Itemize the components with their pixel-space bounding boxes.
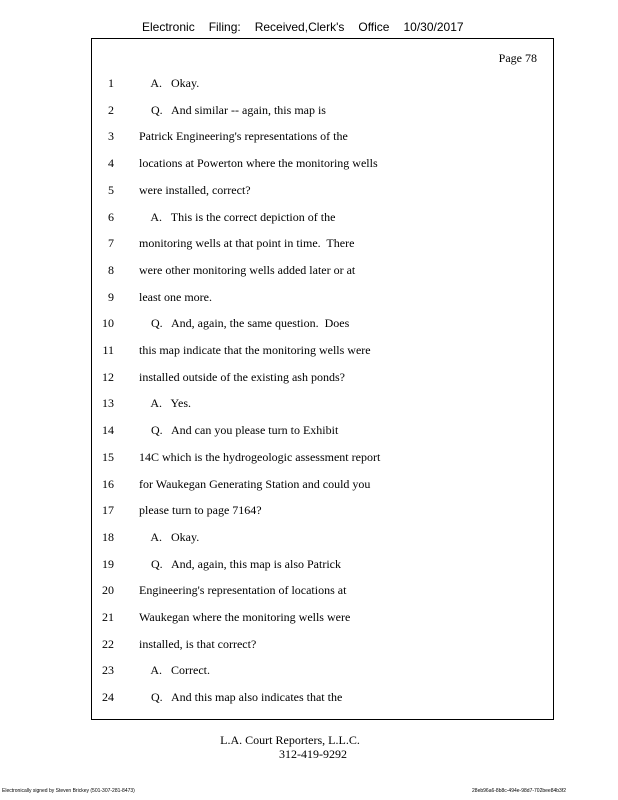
- line-number: 6: [108, 209, 114, 224]
- page-number: Page 78: [498, 51, 537, 65]
- transcript-line: [92, 290, 555, 306]
- transcript-line: [92, 76, 555, 92]
- transcript-line: [92, 637, 555, 653]
- electronic-signature-note: Electronically signed by Steven Brickey (501-307-281-8473): [2, 788, 135, 794]
- transcript-line: [92, 103, 555, 119]
- line-text: A. Correct.: [139, 663, 210, 678]
- line-text: installed outside of the existing ash ponds?: [139, 369, 345, 384]
- line-text: A. Okay.: [139, 529, 200, 544]
- line-number: 23: [102, 663, 114, 678]
- transcript-line: [92, 396, 555, 412]
- filing-word-electronic: Electronic: [142, 20, 195, 34]
- court-reporter-phone: 312-419-9292: [279, 747, 347, 761]
- transcript-line: [92, 503, 555, 519]
- transcript-line: [92, 423, 555, 439]
- transcript-line: [92, 610, 555, 626]
- line-text: were other monitoring wells added later or at: [139, 262, 356, 277]
- line-number: 19: [102, 556, 114, 571]
- transcript-line: [92, 316, 555, 332]
- line-text: Engineering's representation of locations at: [139, 583, 347, 598]
- line-text: Patrick Engineering's representations of the: [139, 129, 348, 144]
- transcript-line: [92, 183, 555, 199]
- line-number: 16: [102, 476, 114, 491]
- line-number: 22: [102, 636, 114, 651]
- document-hash: 28eb96a6-8b8c-494e-98d7-702bee84b3f2: [472, 788, 566, 794]
- transcript-line: [92, 236, 555, 252]
- line-number: 17: [102, 503, 114, 518]
- line-number: 10: [102, 316, 114, 331]
- transcript-line: [92, 557, 555, 573]
- line-number: 4: [108, 156, 114, 171]
- line-text: were installed, correct?: [139, 182, 251, 197]
- line-text: Q. And, again, this map is also Patrick: [139, 556, 341, 571]
- line-text: installed, is that correct?: [139, 636, 257, 651]
- line-text: Waukegan where the monitoring wells were: [139, 610, 351, 624]
- line-text: Q. And, again, the same question. Does: [139, 316, 350, 331]
- transcript-line: [92, 370, 555, 386]
- line-number: 3: [108, 129, 114, 144]
- transcript-line: [92, 156, 555, 172]
- transcript-line: [92, 343, 555, 359]
- filing-word-received: Received,Clerk's: [254, 20, 345, 34]
- line-number: 12: [102, 369, 114, 384]
- line-number: 18: [102, 529, 114, 544]
- line-number: 20: [102, 583, 114, 598]
- filing-word-office: Office: [358, 20, 390, 34]
- line-number: 1: [108, 76, 114, 90]
- filing-word-filing: Filing:: [208, 20, 241, 34]
- line-number: 15: [102, 449, 114, 464]
- line-text: A. This is the correct depiction of the: [139, 209, 336, 224]
- line-text: Q. And can you please turn to Exhibit: [139, 423, 339, 438]
- transcript-frame: [91, 38, 554, 720]
- line-text: please turn to page 7164?: [139, 503, 262, 518]
- line-text: locations at Powerton where the monitoring wells: [139, 156, 378, 171]
- transcript-line: [92, 129, 555, 145]
- line-text: A. Okay.: [139, 76, 200, 90]
- court-reporter-name: L.A. Court Reporters, L.L.C.: [220, 733, 360, 747]
- transcript-line: [92, 450, 555, 466]
- line-number: 7: [108, 236, 114, 251]
- line-text: for Waukegan Generating Station and could you: [139, 476, 371, 491]
- line-text: this map indicate that the monitoring wells were: [139, 343, 371, 357]
- line-text: Q. And this map also indicates that the: [139, 690, 343, 705]
- line-number: 11: [102, 343, 114, 357]
- transcript-line: [92, 477, 555, 493]
- line-number: 2: [108, 102, 114, 117]
- line-number: 8: [108, 262, 114, 277]
- transcript-line: [92, 690, 555, 706]
- transcript-line: [92, 210, 555, 226]
- line-text: Q. And similar -- again, this map is: [139, 102, 326, 117]
- filing-stamp-header: [142, 20, 478, 34]
- line-number: 24: [102, 690, 114, 705]
- line-number: 21: [102, 610, 114, 624]
- line-number: 13: [102, 396, 114, 411]
- line-number: 9: [108, 289, 114, 304]
- line-text: monitoring wells at that point in time. There: [139, 236, 355, 251]
- line-text: 14C which is the hydrogeologic assessment report: [139, 449, 381, 464]
- transcript-line: [92, 663, 555, 679]
- transcript-line: [92, 583, 555, 599]
- line-text: A. Yes.: [139, 396, 192, 411]
- line-number: 14: [102, 423, 114, 438]
- line-text: least one more.: [139, 289, 212, 304]
- transcript-line: [92, 530, 555, 546]
- filing-date: 10/30/2017: [403, 20, 464, 34]
- line-number: 5: [108, 182, 114, 197]
- transcript-line: [92, 263, 555, 279]
